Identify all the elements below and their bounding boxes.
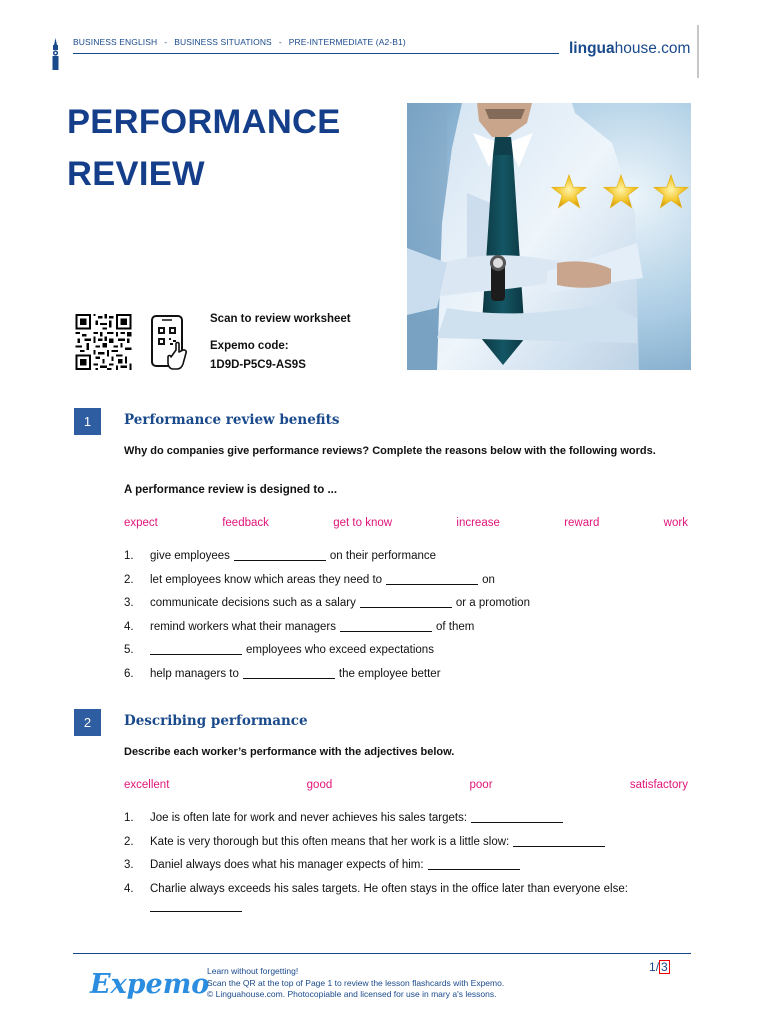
list-item xyxy=(124,550,530,574)
answer-blank[interactable] xyxy=(513,836,605,847)
list-item xyxy=(124,859,692,883)
footer-text xyxy=(207,966,504,1001)
brand-bold: lingua xyxy=(569,40,615,57)
item-text: Joe is often late for work and never achieves his sales targets: xyxy=(150,812,468,824)
breadcrumb: BUSINESS ENGLISH - BUSINESS SITUATIONS - PRE-INTERMEDIATE (A2-B1) xyxy=(73,37,406,47)
item-text: on their performance xyxy=(329,550,437,562)
word-bank-item: get to know xyxy=(333,517,393,529)
answer-blank[interactable] xyxy=(150,901,242,912)
list-item xyxy=(124,812,692,836)
word-bank-item: increase xyxy=(456,517,500,529)
expemo-code-value: 1D9D-P5C9-AS9S xyxy=(210,359,306,371)
list-item xyxy=(124,621,530,645)
expemo-logo xyxy=(88,962,210,1008)
section-1-title: Performance review benefits xyxy=(124,412,340,428)
answer-blank[interactable] xyxy=(386,574,478,585)
item-text: give employees xyxy=(150,550,230,562)
list-item xyxy=(124,597,530,621)
word-bank-item: satisfactory xyxy=(629,779,688,791)
brand-rest: house.com xyxy=(614,40,691,57)
word-bank-item: excellent xyxy=(124,779,170,791)
brand-logo xyxy=(569,40,690,58)
page-current: 1 xyxy=(649,960,656,974)
answer-blank[interactable] xyxy=(428,859,520,870)
section-1-number-badge: 1 xyxy=(74,408,101,435)
item-number: 6. xyxy=(124,667,134,680)
scan-label: Scan to review worksheet xyxy=(210,313,351,325)
item-text: on xyxy=(482,573,495,586)
item-number: 4. xyxy=(124,620,134,633)
item-text: Kate is very thorough but this often means that her work is a little slow: xyxy=(150,835,510,848)
answer-blank[interactable] xyxy=(150,644,242,655)
footer-divider xyxy=(73,953,691,954)
list-item xyxy=(124,644,530,668)
expemo-logo-text: Expemo xyxy=(90,969,210,1000)
answer-blank[interactable] xyxy=(360,597,452,608)
section-1-instruction: Why do companies give performance reviews? Complete the reasons below with the following words. xyxy=(124,445,656,457)
section-1-word-bank xyxy=(124,517,688,529)
list-item xyxy=(124,883,692,915)
item-text: or a promotion xyxy=(455,597,530,610)
footer-line: Scan the QR at the top of Page 1 to review the lesson flashcards with Expemo. xyxy=(207,977,505,988)
section-2-instruction: Describe each worker’s performance with the adjectives below. xyxy=(124,746,455,758)
answer-blank[interactable] xyxy=(243,668,335,679)
big-ben-logo-icon xyxy=(50,38,61,70)
word-bank-item: feedback xyxy=(222,517,269,529)
section-2-exercise-list xyxy=(124,812,692,915)
item-number: 2. xyxy=(124,835,134,848)
list-item xyxy=(124,574,530,598)
phone-scan-icon xyxy=(150,314,192,372)
word-bank-item: reward xyxy=(564,517,600,529)
item-text: help managers to xyxy=(150,667,239,680)
item-text: remind workers what their managers xyxy=(150,620,336,633)
item-text: communicate decisions such as a salary xyxy=(150,597,356,610)
item-number: 1. xyxy=(124,550,134,562)
word-bank-item: expect xyxy=(124,517,158,529)
header-divider xyxy=(73,53,559,54)
footer-line: © Linguahouse.com. Photocopiable and licensed for use in mary a's lessons. xyxy=(207,989,497,999)
item-text: Charlie always exceeds his sales targets. He often stays in the office later than everyone else: xyxy=(150,882,628,895)
breadcrumb-item: PRE-INTERMEDIATE (A2-B1) xyxy=(288,37,406,47)
item-text: let employees know which areas they need to xyxy=(150,573,383,586)
item-text: Daniel always does what his manager expects of him: xyxy=(150,859,424,872)
answer-blank[interactable] xyxy=(234,550,326,561)
section-2-word-bank xyxy=(124,779,688,791)
expemo-code-label: Expemo code: xyxy=(210,340,289,352)
word-bank-item: poor xyxy=(469,779,493,791)
breadcrumb-item: BUSINESS ENGLISH xyxy=(73,37,158,47)
header-edge-line xyxy=(697,25,699,78)
section-1-lead: A performance review is designed to ... xyxy=(124,484,338,496)
item-text: the employee better xyxy=(338,667,441,680)
footer-line: Learn without forgetting! xyxy=(207,966,299,976)
answer-blank[interactable] xyxy=(471,812,563,823)
section-1-exercise-list xyxy=(124,550,530,692)
list-item xyxy=(124,668,530,692)
item-text: of them xyxy=(436,620,475,633)
item-number: 4. xyxy=(124,882,134,895)
answer-blank[interactable] xyxy=(340,621,432,632)
hero-image xyxy=(407,103,691,370)
page-number: 1/ 3 xyxy=(649,960,668,974)
breadcrumb-item: BUSINESS SITUATIONS xyxy=(174,37,272,47)
section-2-number-badge: 2 xyxy=(74,709,101,736)
section-2-title: Describing performance xyxy=(124,713,308,729)
item-number: 3. xyxy=(124,597,134,610)
page-total: 3 xyxy=(661,960,668,974)
qr-code-icon xyxy=(74,314,133,370)
item-number: 5. xyxy=(124,644,134,657)
item-number: 1. xyxy=(124,812,134,824)
page-title: PERFORMANCE REVIEW xyxy=(67,103,341,193)
word-bank-item: good xyxy=(306,779,333,791)
word-bank-item: work xyxy=(663,517,688,529)
item-number: 2. xyxy=(124,573,134,586)
item-number: 3. xyxy=(124,859,134,872)
list-item xyxy=(124,836,692,860)
item-text: employees who exceed expectations xyxy=(246,644,434,657)
